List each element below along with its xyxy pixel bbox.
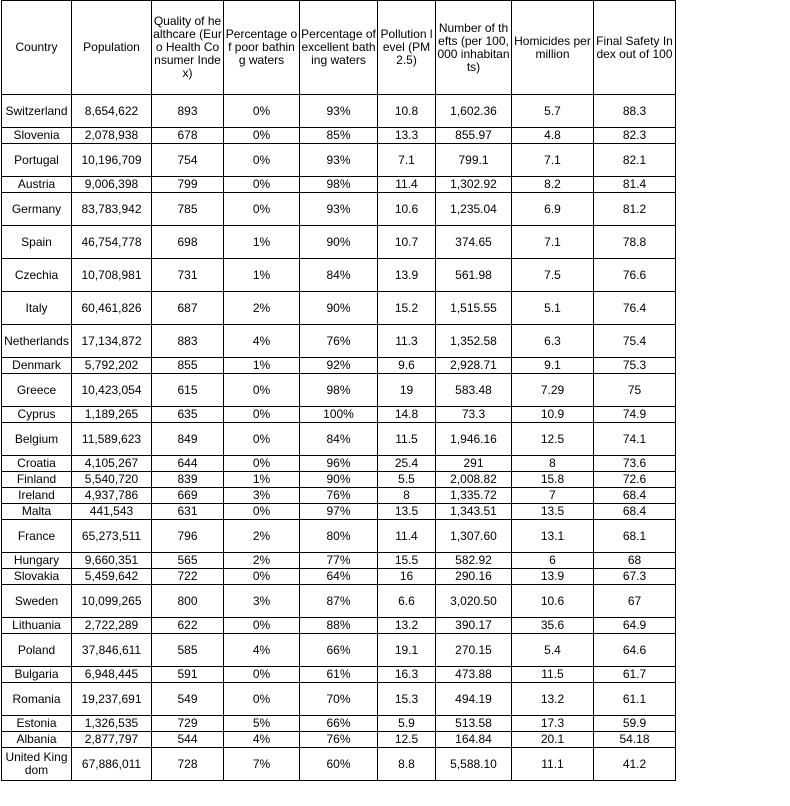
cell-thefts: 855.97 [436, 128, 512, 144]
cell-pollution: 15.3 [378, 683, 436, 716]
cell-population: 10,423,054 [72, 374, 152, 407]
cell-excellent-bathing: 97% [300, 504, 378, 520]
table-row [2, 95, 676, 128]
cell-population: 17,134,872 [72, 325, 152, 358]
cell-homicides: 7.29 [512, 374, 594, 407]
cell-safety-index: 74.1 [594, 423, 676, 456]
cell-thefts: 582.92 [436, 553, 512, 569]
header-homicides: Homicides per million [512, 1, 594, 95]
cell-safety-index: 78.8 [594, 226, 676, 259]
cell-excellent-bathing: 88% [300, 618, 378, 634]
cell-population: 83,783,942 [72, 193, 152, 226]
cell-pollution: 11.4 [378, 520, 436, 553]
cell-population: 2,722,289 [72, 618, 152, 634]
cell-homicides: 13.9 [512, 569, 594, 585]
cell-safety-index: 64.6 [594, 634, 676, 667]
cell-pollution: 11.5 [378, 423, 436, 456]
cell-excellent-bathing: 77% [300, 553, 378, 569]
cell-homicides: 7 [512, 488, 594, 504]
cell-population: 19,237,691 [72, 683, 152, 716]
table-body [2, 95, 676, 781]
cell-pollution: 14.8 [378, 407, 436, 423]
cell-safety-index: 61.7 [594, 667, 676, 683]
cell-pollution: 16.3 [378, 667, 436, 683]
header-poor-bathing: Percentage of poor bathing waters [224, 1, 300, 95]
cell-country: Spain [2, 226, 72, 259]
cell-excellent-bathing: 84% [300, 423, 378, 456]
cell-poor-bathing: 0% [224, 144, 300, 177]
header-excellent-bathing: Percentage of excellent bathing waters [300, 1, 378, 95]
cell-poor-bathing: 0% [224, 456, 300, 472]
cell-safety-index: 74.9 [594, 407, 676, 423]
cell-healthcare: 585 [152, 634, 224, 667]
table-row [2, 128, 676, 144]
cell-homicides: 9.1 [512, 358, 594, 374]
cell-healthcare: 678 [152, 128, 224, 144]
cell-homicides: 8 [512, 456, 594, 472]
cell-safety-index: 76.6 [594, 259, 676, 292]
cell-healthcare: 728 [152, 748, 224, 781]
cell-excellent-bathing: 93% [300, 95, 378, 128]
table-row [2, 618, 676, 634]
cell-pollution: 5.9 [378, 716, 436, 732]
cell-poor-bathing: 0% [224, 618, 300, 634]
cell-poor-bathing: 1% [224, 358, 300, 374]
cell-pollution: 15.5 [378, 553, 436, 569]
table-row [2, 683, 676, 716]
cell-homicides: 20.1 [512, 732, 594, 748]
table-row [2, 488, 676, 504]
cell-country: Slovenia [2, 128, 72, 144]
cell-poor-bathing: 3% [224, 585, 300, 618]
cell-excellent-bathing: 92% [300, 358, 378, 374]
cell-poor-bathing: 4% [224, 325, 300, 358]
cell-country: Greece [2, 374, 72, 407]
cell-poor-bathing: 0% [224, 569, 300, 585]
cell-poor-bathing: 0% [224, 374, 300, 407]
cell-country: Bulgaria [2, 667, 72, 683]
cell-population: 65,273,511 [72, 520, 152, 553]
cell-excellent-bathing: 90% [300, 292, 378, 325]
cell-safety-index: 59.9 [594, 716, 676, 732]
table-row [2, 732, 676, 748]
cell-healthcare: 698 [152, 226, 224, 259]
cell-excellent-bathing: 76% [300, 488, 378, 504]
cell-population: 10,708,981 [72, 259, 152, 292]
cell-healthcare: 729 [152, 716, 224, 732]
cell-poor-bathing: 7% [224, 748, 300, 781]
cell-safety-index: 68 [594, 553, 676, 569]
cell-homicides: 12.5 [512, 423, 594, 456]
cell-population: 60,461,826 [72, 292, 152, 325]
cell-excellent-bathing: 84% [300, 259, 378, 292]
cell-healthcare: 549 [152, 683, 224, 716]
cell-country: Austria [2, 177, 72, 193]
cell-country: Germany [2, 193, 72, 226]
header-thefts: Number of thefts (per 100,000 inhabitants) [436, 1, 512, 95]
cell-country: Finland [2, 472, 72, 488]
cell-homicides: 11.5 [512, 667, 594, 683]
cell-thefts: 561.98 [436, 259, 512, 292]
cell-pollution: 8 [378, 488, 436, 504]
cell-country: Sweden [2, 585, 72, 618]
cell-population: 5,792,202 [72, 358, 152, 374]
cell-country: Cyprus [2, 407, 72, 423]
cell-homicides: 6.9 [512, 193, 594, 226]
cell-pollution: 12.5 [378, 732, 436, 748]
cell-excellent-bathing: 60% [300, 748, 378, 781]
cell-safety-index: 75 [594, 374, 676, 407]
cell-country: Czechia [2, 259, 72, 292]
cell-thefts: 3,020.50 [436, 585, 512, 618]
cell-population: 8,654,622 [72, 95, 152, 128]
cell-thefts: 1,302.92 [436, 177, 512, 193]
cell-pollution: 10.6 [378, 193, 436, 226]
cell-poor-bathing: 0% [224, 667, 300, 683]
cell-homicides: 5.7 [512, 95, 594, 128]
cell-thefts: 1,343.51 [436, 504, 512, 520]
cell-poor-bathing: 5% [224, 716, 300, 732]
cell-excellent-bathing: 61% [300, 667, 378, 683]
cell-safety-index: 61.1 [594, 683, 676, 716]
cell-pollution: 19.1 [378, 634, 436, 667]
cell-healthcare: 615 [152, 374, 224, 407]
cell-healthcare: 565 [152, 553, 224, 569]
cell-thefts: 1,946.16 [436, 423, 512, 456]
cell-poor-bathing: 4% [224, 732, 300, 748]
header-population: Population [72, 1, 152, 95]
cell-safety-index: 67 [594, 585, 676, 618]
cell-thefts: 494.19 [436, 683, 512, 716]
cell-excellent-bathing: 64% [300, 569, 378, 585]
table-row [2, 325, 676, 358]
cell-excellent-bathing: 90% [300, 226, 378, 259]
cell-homicides: 13.5 [512, 504, 594, 520]
header-country: Country [2, 1, 72, 95]
cell-excellent-bathing: 70% [300, 683, 378, 716]
cell-healthcare: 635 [152, 407, 224, 423]
cell-pollution: 19 [378, 374, 436, 407]
cell-homicides: 4.8 [512, 128, 594, 144]
cell-pollution: 13.9 [378, 259, 436, 292]
cell-thefts: 513.58 [436, 716, 512, 732]
cell-excellent-bathing: 98% [300, 374, 378, 407]
table-row [2, 585, 676, 618]
cell-population: 5,540,720 [72, 472, 152, 488]
cell-homicides: 5.1 [512, 292, 594, 325]
table-row [2, 292, 676, 325]
cell-pollution: 13.3 [378, 128, 436, 144]
cell-population: 6,948,445 [72, 667, 152, 683]
cell-pollution: 13.5 [378, 504, 436, 520]
cell-pollution: 16 [378, 569, 436, 585]
cell-homicides: 7.5 [512, 259, 594, 292]
cell-pollution: 25.4 [378, 456, 436, 472]
cell-poor-bathing: 3% [224, 488, 300, 504]
cell-safety-index: 67.3 [594, 569, 676, 585]
cell-country: Portugal [2, 144, 72, 177]
cell-excellent-bathing: 87% [300, 585, 378, 618]
cell-population: 37,846,611 [72, 634, 152, 667]
cell-thefts: 270.15 [436, 634, 512, 667]
cell-homicides: 13.1 [512, 520, 594, 553]
cell-safety-index: 81.4 [594, 177, 676, 193]
cell-population: 441,543 [72, 504, 152, 520]
cell-thefts: 2,008.82 [436, 472, 512, 488]
cell-poor-bathing: 0% [224, 95, 300, 128]
header-safety-index: Final Safety Index out of 100 [594, 1, 676, 95]
cell-pollution: 11.3 [378, 325, 436, 358]
cell-thefts: 291 [436, 456, 512, 472]
cell-safety-index: 54.18 [594, 732, 676, 748]
cell-country: Hungary [2, 553, 72, 569]
cell-population: 4,937,786 [72, 488, 152, 504]
cell-homicides: 6.3 [512, 325, 594, 358]
cell-country: Croatia [2, 456, 72, 472]
table-row [2, 667, 676, 683]
table-row [2, 634, 676, 667]
cell-thefts: 1,352.58 [436, 325, 512, 358]
cell-safety-index: 75.4 [594, 325, 676, 358]
header-pollution: Pollution level (PM2.5) [378, 1, 436, 95]
cell-excellent-bathing: 93% [300, 144, 378, 177]
cell-population: 10,099,265 [72, 585, 152, 618]
table-row [2, 226, 676, 259]
table-row [2, 520, 676, 553]
cell-population: 5,459,642 [72, 569, 152, 585]
cell-homicides: 10.6 [512, 585, 594, 618]
cell-excellent-bathing: 90% [300, 472, 378, 488]
cell-population: 2,078,938 [72, 128, 152, 144]
cell-excellent-bathing: 76% [300, 732, 378, 748]
table-row [2, 259, 676, 292]
cell-population: 1,189,265 [72, 407, 152, 423]
cell-safety-index: 75.3 [594, 358, 676, 374]
cell-pollution: 6.6 [378, 585, 436, 618]
cell-homicides: 5.4 [512, 634, 594, 667]
cell-healthcare: 883 [152, 325, 224, 358]
cell-homicides: 17.3 [512, 716, 594, 732]
cell-homicides: 7.1 [512, 144, 594, 177]
cell-population: 9,660,351 [72, 553, 152, 569]
cell-healthcare: 622 [152, 618, 224, 634]
cell-country: Italy [2, 292, 72, 325]
cell-healthcare: 796 [152, 520, 224, 553]
cell-healthcare: 722 [152, 569, 224, 585]
table-row [2, 423, 676, 456]
cell-thefts: 5,588.10 [436, 748, 512, 781]
cell-thefts: 1,602.36 [436, 95, 512, 128]
cell-excellent-bathing: 100% [300, 407, 378, 423]
cell-thefts: 583.48 [436, 374, 512, 407]
cell-healthcare: 839 [152, 472, 224, 488]
cell-healthcare: 893 [152, 95, 224, 128]
cell-safety-index: 76.4 [594, 292, 676, 325]
cell-country: Denmark [2, 358, 72, 374]
cell-healthcare: 800 [152, 585, 224, 618]
table-row [2, 553, 676, 569]
cell-country: United Kingdom [2, 748, 72, 781]
cell-safety-index: 73.6 [594, 456, 676, 472]
cell-country: Switzerland [2, 95, 72, 128]
cell-healthcare: 754 [152, 144, 224, 177]
cell-excellent-bathing: 80% [300, 520, 378, 553]
cell-pollution: 13.2 [378, 618, 436, 634]
table-row [2, 716, 676, 732]
cell-population: 4,105,267 [72, 456, 152, 472]
cell-safety-index: 82.1 [594, 144, 676, 177]
cell-thefts: 390.17 [436, 618, 512, 634]
header-row [2, 1, 676, 95]
cell-homicides: 35.6 [512, 618, 594, 634]
cell-homicides: 6 [512, 553, 594, 569]
cell-thefts: 799.1 [436, 144, 512, 177]
cell-poor-bathing: 0% [224, 504, 300, 520]
cell-population: 2,877,797 [72, 732, 152, 748]
cell-poor-bathing: 0% [224, 683, 300, 716]
cell-healthcare: 799 [152, 177, 224, 193]
table-row [2, 472, 676, 488]
cell-safety-index: 68.1 [594, 520, 676, 553]
cell-poor-bathing: 0% [224, 177, 300, 193]
cell-healthcare: 644 [152, 456, 224, 472]
cell-homicides: 8.2 [512, 177, 594, 193]
cell-excellent-bathing: 96% [300, 456, 378, 472]
cell-pollution: 7.1 [378, 144, 436, 177]
cell-homicides: 10.9 [512, 407, 594, 423]
cell-poor-bathing: 4% [224, 634, 300, 667]
cell-poor-bathing: 2% [224, 553, 300, 569]
cell-country: Lithuania [2, 618, 72, 634]
cell-pollution: 8.8 [378, 748, 436, 781]
cell-healthcare: 591 [152, 667, 224, 683]
cell-excellent-bathing: 66% [300, 634, 378, 667]
cell-safety-index: 68.4 [594, 488, 676, 504]
cell-pollution: 11.4 [378, 177, 436, 193]
cell-country: Malta [2, 504, 72, 520]
table-row [2, 504, 676, 520]
cell-poor-bathing: 1% [224, 226, 300, 259]
cell-healthcare: 785 [152, 193, 224, 226]
cell-population: 10,196,709 [72, 144, 152, 177]
cell-safety-index: 64.9 [594, 618, 676, 634]
cell-excellent-bathing: 85% [300, 128, 378, 144]
table-row [2, 358, 676, 374]
cell-pollution: 5.5 [378, 472, 436, 488]
cell-healthcare: 855 [152, 358, 224, 374]
cell-thefts: 1,235.04 [436, 193, 512, 226]
table-row [2, 374, 676, 407]
cell-thefts: 2,928.71 [436, 358, 512, 374]
cell-poor-bathing: 0% [224, 193, 300, 226]
cell-thefts: 164.84 [436, 732, 512, 748]
table-row [2, 456, 676, 472]
cell-population: 9,006,398 [72, 177, 152, 193]
cell-healthcare: 669 [152, 488, 224, 504]
cell-thefts: 374.65 [436, 226, 512, 259]
table-row [2, 144, 676, 177]
cell-excellent-bathing: 98% [300, 177, 378, 193]
cell-safety-index: 81.2 [594, 193, 676, 226]
cell-thefts: 1,515.55 [436, 292, 512, 325]
cell-country: Poland [2, 634, 72, 667]
cell-homicides: 7.1 [512, 226, 594, 259]
cell-poor-bathing: 0% [224, 407, 300, 423]
cell-pollution: 9.6 [378, 358, 436, 374]
table-row [2, 177, 676, 193]
cell-healthcare: 687 [152, 292, 224, 325]
cell-poor-bathing: 1% [224, 472, 300, 488]
cell-healthcare: 544 [152, 732, 224, 748]
cell-pollution: 10.8 [378, 95, 436, 128]
cell-poor-bathing: 2% [224, 520, 300, 553]
cell-country: Estonia [2, 716, 72, 732]
cell-poor-bathing: 0% [224, 128, 300, 144]
cell-poor-bathing: 0% [224, 423, 300, 456]
cell-country: France [2, 520, 72, 553]
cell-excellent-bathing: 93% [300, 193, 378, 226]
cell-pollution: 10.7 [378, 226, 436, 259]
cell-safety-index: 82.3 [594, 128, 676, 144]
table-row [2, 407, 676, 423]
cell-thefts: 1,307.60 [436, 520, 512, 553]
cell-poor-bathing: 2% [224, 292, 300, 325]
cell-homicides: 15.8 [512, 472, 594, 488]
cell-country: Albania [2, 732, 72, 748]
cell-country: Ireland [2, 488, 72, 504]
cell-thefts: 473.88 [436, 667, 512, 683]
table-row [2, 569, 676, 585]
header-healthcare: Quality of healthcare (Euro Health Consumer Index) [152, 1, 224, 95]
cell-homicides: 11.1 [512, 748, 594, 781]
cell-country: Romania [2, 683, 72, 716]
cell-poor-bathing: 1% [224, 259, 300, 292]
table-row [2, 748, 676, 781]
table-row [2, 193, 676, 226]
safety-index-table [1, 0, 676, 781]
cell-healthcare: 631 [152, 504, 224, 520]
cell-safety-index: 72.6 [594, 472, 676, 488]
cell-population: 46,754,778 [72, 226, 152, 259]
cell-thefts: 73.3 [436, 407, 512, 423]
cell-country: Belgium [2, 423, 72, 456]
cell-population: 1,326,535 [72, 716, 152, 732]
cell-excellent-bathing: 66% [300, 716, 378, 732]
cell-healthcare: 731 [152, 259, 224, 292]
cell-excellent-bathing: 76% [300, 325, 378, 358]
cell-homicides: 13.2 [512, 683, 594, 716]
cell-healthcare: 849 [152, 423, 224, 456]
cell-safety-index: 41.2 [594, 748, 676, 781]
cell-country: Slovakia [2, 569, 72, 585]
cell-country: Netherlands [2, 325, 72, 358]
cell-safety-index: 88.3 [594, 95, 676, 128]
cell-population: 67,886,011 [72, 748, 152, 781]
cell-pollution: 15.2 [378, 292, 436, 325]
cell-population: 11,589,623 [72, 423, 152, 456]
cell-thefts: 1,335.72 [436, 488, 512, 504]
cell-thefts: 290.16 [436, 569, 512, 585]
cell-safety-index: 68.4 [594, 504, 676, 520]
